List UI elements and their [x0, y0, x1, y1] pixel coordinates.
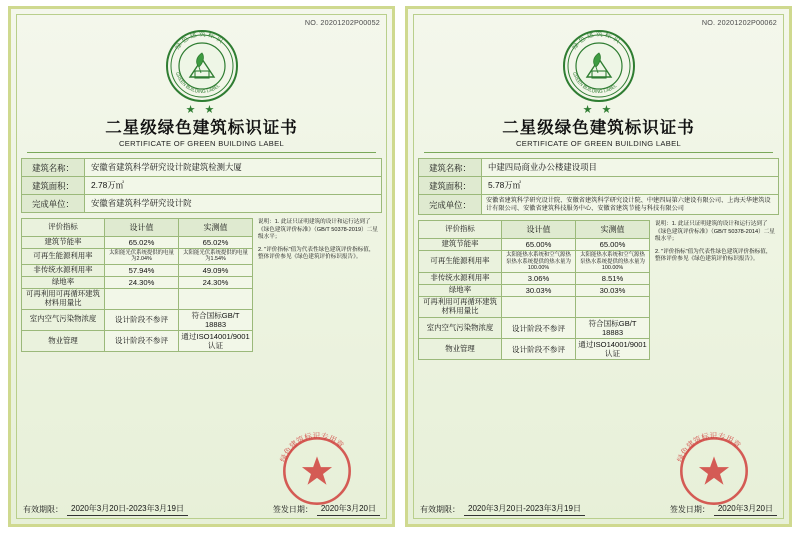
metric-design: 65.00%	[502, 239, 576, 251]
info-block	[418, 158, 779, 215]
note-item: 说明：1. 此证只证明建筑的设计和运行达到了《绿色建筑评价标准》（GB/T 50378-2014）二星级水平；	[655, 221, 775, 243]
info-label: 建筑面积：	[419, 177, 482, 194]
metric-design: 24.30%	[105, 276, 179, 288]
column-header-measured: 实测值	[179, 219, 253, 237]
table-row	[22, 249, 253, 264]
certificate-footer	[418, 431, 779, 518]
column-header-metric: 评价指标	[22, 219, 105, 237]
issue-date-label: 签发日期：	[669, 505, 710, 514]
info-value: 安徽省建筑科学研究设计院建筑检测大厦	[85, 159, 381, 176]
table-row	[419, 239, 650, 251]
metric-design: 设计阶段不参评	[502, 339, 576, 360]
title-divider	[424, 152, 773, 153]
issue-date-value: 2020年3月20日	[317, 503, 380, 516]
table-row	[22, 237, 253, 249]
svg-text:绿色建筑标识专用章: 绿色建筑标识专用章	[675, 431, 743, 464]
note-item: 2. "评价指标"值为代表性绿色建筑评价指标值，整体评价参见《绿色建筑评价标识报告》。	[655, 248, 772, 263]
info-label: 建筑名称：	[22, 159, 85, 176]
metric-name: 建筑节能率	[419, 239, 502, 251]
info-value: 安徽省建筑科学研究设计院、安徽省建筑科学研究设计院、中建四局第六建设有限公司、上海天华建筑设计有限公司、安徽省建筑科技服务中心、安徽省建筑节能与科技有限公司	[482, 195, 778, 214]
table-row	[419, 285, 650, 297]
metric-measured: 65.00%	[576, 239, 650, 251]
svg-text:GREEN BUILDING LABEL: GREEN BUILDING LABEL	[571, 71, 618, 95]
notes-block	[256, 218, 382, 267]
info-row	[21, 158, 382, 176]
metric-name: 物业管理	[419, 339, 502, 360]
metric-name: 室内空气污染物浓度	[22, 309, 105, 330]
metric-measured: 65.02%	[179, 237, 253, 249]
certificate-title-cn: 二星级绿色建筑标识证书	[105, 118, 298, 137]
metric-measured: 30.03%	[576, 285, 650, 297]
metrics-table	[418, 220, 650, 360]
svg-text:绿色建筑标识专用章: 绿色建筑标识专用章	[278, 431, 346, 464]
metric-measured: 符合国标GB/T 18883	[179, 309, 253, 330]
svg-text:GREEN BUILDING LABEL: GREEN BUILDING LABEL	[174, 71, 221, 95]
validity-value: 2020年3月20日-2023年3月19日	[464, 503, 585, 516]
metric-name: 可再生能源利用率	[419, 251, 502, 273]
issue-date-value: 2020年3月20日	[714, 503, 777, 516]
column-header-measured: 实测值	[576, 221, 650, 239]
column-header-metric: 评价指标	[419, 221, 502, 239]
info-value: 中建四局商业办公楼建设项目	[482, 159, 778, 176]
metric-measured	[576, 297, 650, 318]
metric-name: 室内空气污染物浓度	[419, 317, 502, 338]
table-header-row	[22, 219, 253, 237]
metric-name: 非传统水源利用率	[419, 272, 502, 284]
info-row	[418, 194, 779, 215]
green-building-seal	[21, 29, 382, 103]
table-row	[419, 272, 650, 284]
metric-design: 设计阶段不参评	[105, 309, 179, 330]
metric-design: 57.94%	[105, 264, 179, 276]
metric-measured: 49.09%	[179, 264, 253, 276]
metrics-table	[21, 218, 253, 352]
certificate-number: NO. 20201202P00052	[304, 18, 380, 27]
green-building-seal	[418, 29, 779, 103]
info-value: 2.78万㎡	[85, 177, 381, 194]
title-divider	[27, 152, 376, 153]
certificate-title-en: CERTIFICATE OF GREEN BUILDING LABEL	[515, 139, 682, 149]
info-block	[21, 158, 382, 213]
metric-name: 可再利用可再循环建筑材料用量比	[419, 297, 502, 318]
metric-design: 设计阶段不参评	[502, 317, 576, 338]
red-official-stamp-icon	[274, 428, 360, 514]
certificate-number: NO. 20201202P00062	[701, 18, 777, 27]
metric-measured: 24.30%	[179, 276, 253, 288]
validity-value: 2020年3月20日-2023年3月19日	[67, 503, 188, 516]
note-item: 2. "评价指标"值为代表性绿色建筑评价指标值，整体评价参见《绿色建筑评价标识报告》。	[258, 246, 375, 261]
metric-design	[502, 297, 576, 318]
table-row	[419, 339, 650, 360]
star-rating: ★ ★	[185, 104, 218, 116]
certificate-card	[8, 6, 395, 527]
metrics-block	[21, 218, 382, 352]
table-row	[22, 330, 253, 351]
metric-name: 物业管理	[22, 330, 105, 351]
metric-measured: 太阳能光伏系统提供的电量为1.54%	[179, 249, 253, 264]
table-row	[419, 251, 650, 273]
certificate-footer	[21, 431, 382, 518]
note-item: 说明：1. 此证只证明建筑的设计和运行达到了《绿色建筑评价标准》（GB/T 50378-2019）二星级水平；	[258, 219, 378, 241]
column-header-design: 设计值	[105, 219, 179, 237]
metric-design: 65.02%	[105, 237, 179, 249]
validity-label: 有效期限：	[23, 505, 63, 514]
metric-measured: 通过ISO14001/9001认证	[179, 330, 253, 351]
info-label: 建筑名称：	[419, 159, 482, 176]
metric-measured: 通过ISO14001/9001认证	[576, 339, 650, 360]
validity-label: 有效期限：	[420, 505, 460, 514]
green-building-label-icon	[165, 29, 239, 103]
metric-measured: 符合国标GB/T 18883	[576, 317, 650, 338]
metric-design: 30.03%	[502, 285, 576, 297]
column-header-design: 设计值	[502, 221, 576, 239]
info-label: 完成单位：	[22, 195, 85, 212]
metrics-block	[418, 220, 779, 360]
certificate-title-en: CERTIFICATE OF GREEN BUILDING LABEL	[118, 139, 285, 149]
metric-name: 非传统水源利用率	[22, 264, 105, 276]
metric-measured: 太阳能热水系统和空气源热泵热水系统提供的热水量为100.00%	[576, 251, 650, 273]
star-rating: ★ ★	[582, 104, 615, 116]
metric-design: 太阳能光伏系统提供的电量为2.04%	[105, 249, 179, 264]
issue-date-label: 签发日期：	[272, 505, 313, 514]
metric-measured: 8.51%	[576, 272, 650, 284]
metric-design	[105, 288, 179, 309]
metric-name: 可再利用可再循环建筑材料用量比	[22, 288, 105, 309]
table-header-row	[419, 221, 650, 239]
metric-name: 建筑节能率	[22, 237, 105, 249]
metric-design: 设计阶段不参评	[105, 330, 179, 351]
metric-name: 绿地率	[22, 276, 105, 288]
info-row	[21, 194, 382, 213]
info-row	[418, 176, 779, 194]
table-row	[22, 309, 253, 330]
metric-name: 绿地率	[419, 285, 502, 297]
info-value: 5.78万㎡	[482, 177, 778, 194]
info-label: 完成单位：	[419, 195, 482, 214]
notes-block	[653, 220, 779, 269]
red-official-stamp-icon	[671, 428, 757, 514]
metric-measured	[179, 288, 253, 309]
table-row	[22, 288, 253, 309]
metric-design: 3.06%	[502, 272, 576, 284]
metric-design: 太阳能热水系统和空气源热泵热水系统提供的热水量为100.00%	[502, 251, 576, 273]
svg-text:绿 色 建 筑 标 识: 绿 色 建 筑 标 识	[172, 29, 224, 52]
info-value: 安徽省建筑科学研究设计院	[85, 195, 381, 212]
svg-text:绿 色 建 筑 标 识: 绿 色 建 筑 标 识	[569, 29, 621, 52]
info-row	[418, 158, 779, 176]
green-building-label-icon	[562, 29, 636, 103]
info-row	[21, 176, 382, 194]
table-row	[22, 264, 253, 276]
certificate-card	[405, 6, 792, 527]
table-row	[419, 297, 650, 318]
info-label: 建筑面积：	[22, 177, 85, 194]
metric-name: 可再生能源利用率	[22, 249, 105, 264]
table-row	[419, 317, 650, 338]
table-row	[22, 276, 253, 288]
certificate-title-cn: 二星级绿色建筑标识证书	[502, 118, 695, 137]
